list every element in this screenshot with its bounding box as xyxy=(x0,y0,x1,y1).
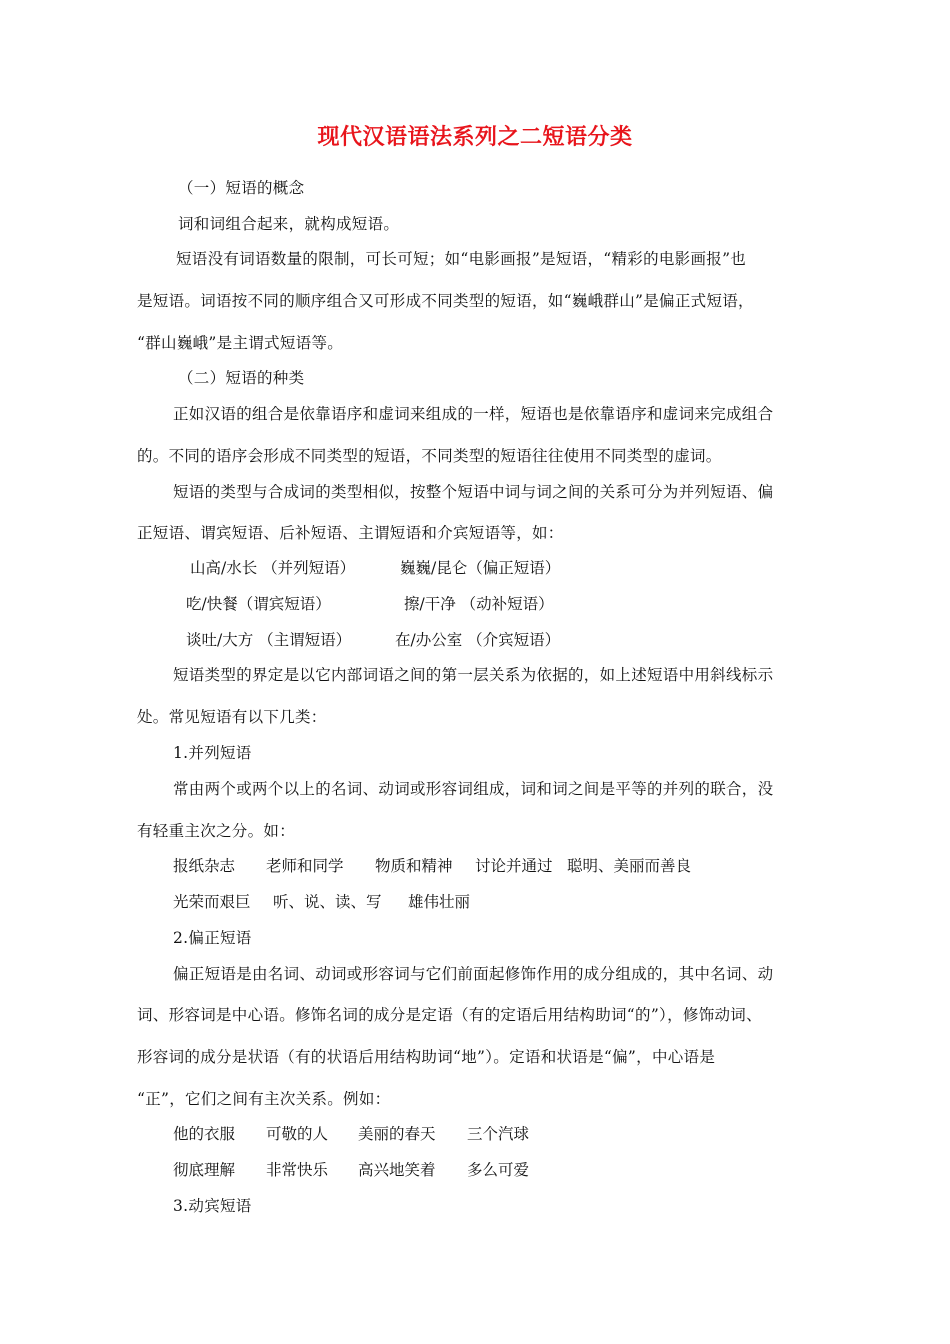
example-item: 他的衣服 xyxy=(173,1125,236,1143)
example-item: 听、说、读、写 xyxy=(273,893,382,911)
example-item: 可敬的人 xyxy=(266,1125,329,1143)
example-item: 高兴地笑着 xyxy=(358,1161,436,1179)
example-right: 巍巍/昆仑（偏正短语） xyxy=(400,559,561,577)
example-item: 彻底理解 xyxy=(173,1161,236,1179)
paragraph-line: “正”，它们之间有主次关系。例如： xyxy=(137,1090,391,1108)
subheading-modifier: 2.偏正短语 xyxy=(173,929,252,947)
paragraph-line: 形容词的成分是状语（有的状语后用结构助词“地”）。定语和状语是“偏”，中心语是 xyxy=(137,1048,716,1066)
paragraph-line: 有轻重主次之分。如： xyxy=(137,822,296,840)
section-heading-types: （二）短语的种类 xyxy=(178,369,305,387)
example-item: 报纸杂志 xyxy=(173,857,236,875)
example-item: 讨论并通过 xyxy=(475,857,553,875)
paragraph-line: 短语的类型与合成词的类型相似，按整个短语中词与词之间的关系可分为并列短语、偏 xyxy=(173,483,774,501)
paragraph-line: 偏正短语是由名词、动词或形容词与它们前面起修饰作用的成分组成的，其中名词、动 xyxy=(173,965,774,983)
example-item: 三个汽球 xyxy=(467,1125,530,1143)
paragraph-line: 短语类型的界定是以它内部词语之间的第一层关系为依据的，如上述短语中用斜线标示 xyxy=(173,666,774,684)
document-title: 现代汉语语法系列之二短语分类 xyxy=(317,125,633,150)
example-item: 物质和精神 xyxy=(375,857,453,875)
example-right: 在/办公室 （介宾短语） xyxy=(395,631,561,649)
paragraph-line: 正短语、谓宾短语、后补短语、主谓短语和介宾短语等，如： xyxy=(137,524,564,542)
example-left: 吃/快餐（谓宾短语） xyxy=(186,595,331,613)
section-heading-concept: （一）短语的概念 xyxy=(178,179,305,197)
example-left: 谈吐/大方 （主谓短语） xyxy=(186,631,352,649)
paragraph-line: 短语没有词语数量的限制，可长可短；如“电影画报”是短语，“精彩的电影画报”也 xyxy=(176,250,747,268)
paragraph-line: “群山巍峨”是主谓式短语等。 xyxy=(137,334,344,352)
paragraph-line: 的。不同的语序会形成不同类型的短语，不同类型的短语往往使用不同类型的虚词。 xyxy=(137,447,722,465)
paragraph-line: 处。常见短语有以下几类： xyxy=(137,708,327,726)
example-item: 老师和同学 xyxy=(266,857,344,875)
subheading-verb-object: 3.动宾短语 xyxy=(173,1197,252,1215)
subheading-coordinate: 1.并列短语 xyxy=(173,744,252,762)
example-item: 雄伟壮丽 xyxy=(408,893,471,911)
paragraph-line: 词和词组合起来，就构成短语。 xyxy=(178,215,400,233)
example-left: 山高/水长 （并列短语） xyxy=(190,559,356,577)
example-item: 美丽的春天 xyxy=(358,1125,436,1143)
example-item: 聪明、美丽而善良 xyxy=(567,857,692,875)
paragraph-line: 词、形容词是中心语。修饰名词的成分是定语（有的定语后用结构助词“的”），修饰动词、 xyxy=(137,1006,762,1024)
paragraph-line: 是短语。词语按不同的顺序组合又可形成不同类型的短语，如“巍峨群山”是偏正式短语， xyxy=(137,292,754,310)
paragraph-line: 正如汉语的组合是依靠语序和虚词来组成的一样，短语也是依靠语序和虚词来完成组合 xyxy=(173,405,774,423)
example-item: 非常快乐 xyxy=(266,1161,329,1179)
paragraph-line: 常由两个或两个以上的名词、动词或形容词组成，词和词之间是平等的并列的联合，没 xyxy=(173,780,774,798)
example-item: 光荣而艰巨 xyxy=(173,893,251,911)
example-right: 擦/干净 （动补短语） xyxy=(404,595,554,613)
example-item: 多么可爱 xyxy=(467,1161,530,1179)
